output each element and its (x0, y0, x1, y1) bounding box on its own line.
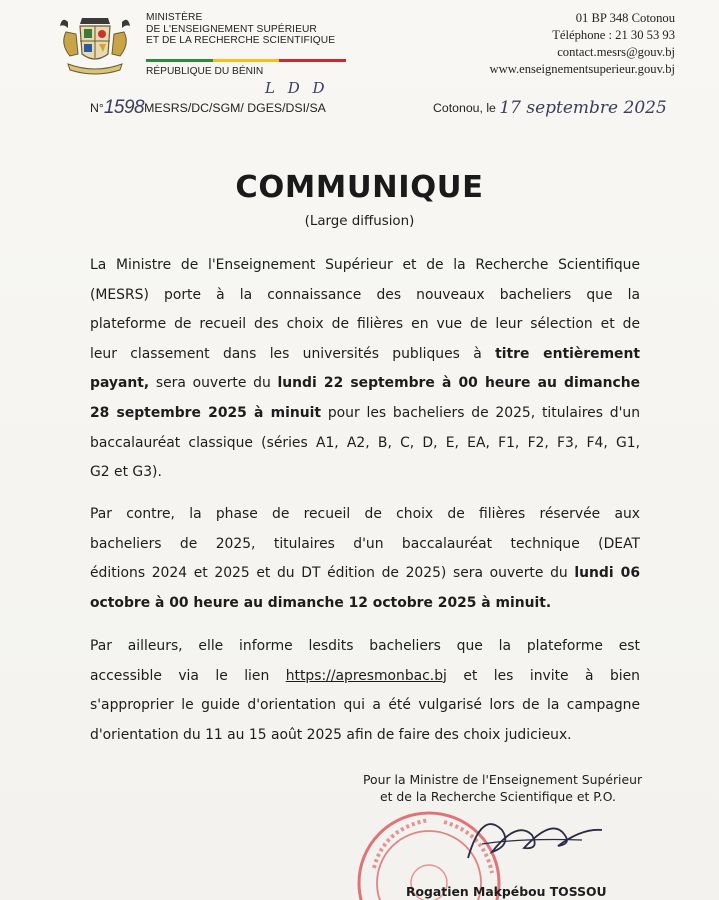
reference-handwritten-number: 1598 (103, 97, 145, 118)
flag-bar (146, 59, 346, 62)
handwritten-initials: L D D (265, 79, 329, 97)
signature-line-1: Pour la Ministre de l'Enseignement Supérieur (363, 772, 643, 787)
text-line: s'approprier le guide d'orientation qui a été vulgarisé lors de la campagne (90, 697, 640, 714)
contact-address: 01 BP 348 Cotonou (575, 11, 675, 25)
text-line: accessible via le lien https://apresmonbac.bj et les invite à bien (90, 667, 640, 684)
date-prefix: Cotonou, le (433, 101, 496, 115)
text-line: G2 et G3). (90, 464, 162, 481)
text-line: baccalauréat classique (séries A1, A2, B, C, D, E, EA, F1, F2, F3, F4, G1, (90, 434, 640, 451)
paragraph-1 (90, 251, 640, 488)
flag-green (146, 59, 213, 62)
reference-suffix: MESRS/DC/SGM/ DGES/DSI/SA (144, 101, 326, 115)
text-line (90, 589, 640, 619)
text-line: La Ministre de l'Enseignement Supérieur et de la Recherche Scientifique (90, 257, 640, 273)
contact-phone: Téléphone : 21 30 53 93 (552, 28, 675, 42)
document-title: COMMUNIQUE (235, 170, 484, 205)
paragraph-3 (90, 632, 640, 750)
text-line: bacheliers de 2025, titulaires d'un baccalauréat technique (DEAT (90, 535, 640, 552)
bold-text: payant, (90, 375, 150, 392)
signature-line-2: et de la Recherche Scientifique et P.O. (380, 789, 616, 804)
republic-name: RÉPUBLIQUE DU BÉNIN (146, 66, 264, 77)
text-line: payant, sera ouverte du lundi 22 septembre à 00 heure au dimanche (90, 375, 641, 392)
paragraph-2 (90, 500, 640, 618)
date-line (433, 97, 667, 117)
coat-of-arms-icon (58, 14, 132, 78)
bold-text: 28 septembre 2025 à minuit (90, 404, 322, 421)
text-line: 28 septembre 2025 à minuit pour les bacheliers de 2025, titulaires d'un (90, 404, 641, 421)
bold-text: lundi 22 septembre à 00 heure au dimanche (277, 375, 641, 392)
text-line: (MESRS) porte à la connaissance des nouveaux bacheliers que la (90, 286, 640, 303)
handwritten-signature-icon (462, 800, 612, 870)
reference-number (90, 96, 326, 118)
text-line: éditions 2024 et 2025 et du DT édition de 2025) sera ouverte du lundi 06 (90, 565, 641, 582)
reference-prefix: N° (90, 101, 104, 115)
platform-link[interactable]: https://apresmonbac.bj (285, 667, 447, 684)
signatory-name: Rogatien Makpébou TOSSOU (406, 884, 607, 899)
ministry-line: ET DE LA RECHERCHE SCIENTIFIQUE (146, 35, 336, 47)
text-line: Par contre, la phase de recueil de choix de filières réservée aux (90, 506, 640, 522)
bold-text: lundi 06 (574, 565, 641, 582)
text-line: plateforme de recueil des choix de filières en vue de leur sélection et de (90, 316, 640, 333)
bold-text: titre entièrement (495, 345, 641, 362)
text-line: leur classement dans les universités publiques à titre entièrement (90, 345, 641, 362)
ministry-line: MINISTÈRE (146, 12, 203, 23)
text-line: d'orientation du 11 au 15 août 2025 afin de faire des choix judicieux. (90, 726, 572, 743)
document-subtitle: (Large diffusion) (304, 214, 415, 229)
flag-yellow (213, 59, 280, 62)
bold-text: octobre à 00 heure au dimanche 12 octobre 2025 à minuit. (90, 594, 552, 611)
flag-red (279, 59, 346, 62)
contact-block (490, 10, 675, 78)
handwritten-date: 17 septembre 2025 (499, 98, 667, 118)
ministry-line: DE L'ENSEIGNEMENT SUPÉRIEUR (146, 23, 317, 35)
contact-website: www.enseignementsuperieur.gouv.bj (489, 62, 675, 76)
text-line: Par ailleurs, elle informe lesdits bacheliers que la plateforme est (90, 638, 640, 654)
ministry-name (146, 12, 361, 47)
contact-email: contact.mesrs@gouv.bj (557, 45, 675, 59)
